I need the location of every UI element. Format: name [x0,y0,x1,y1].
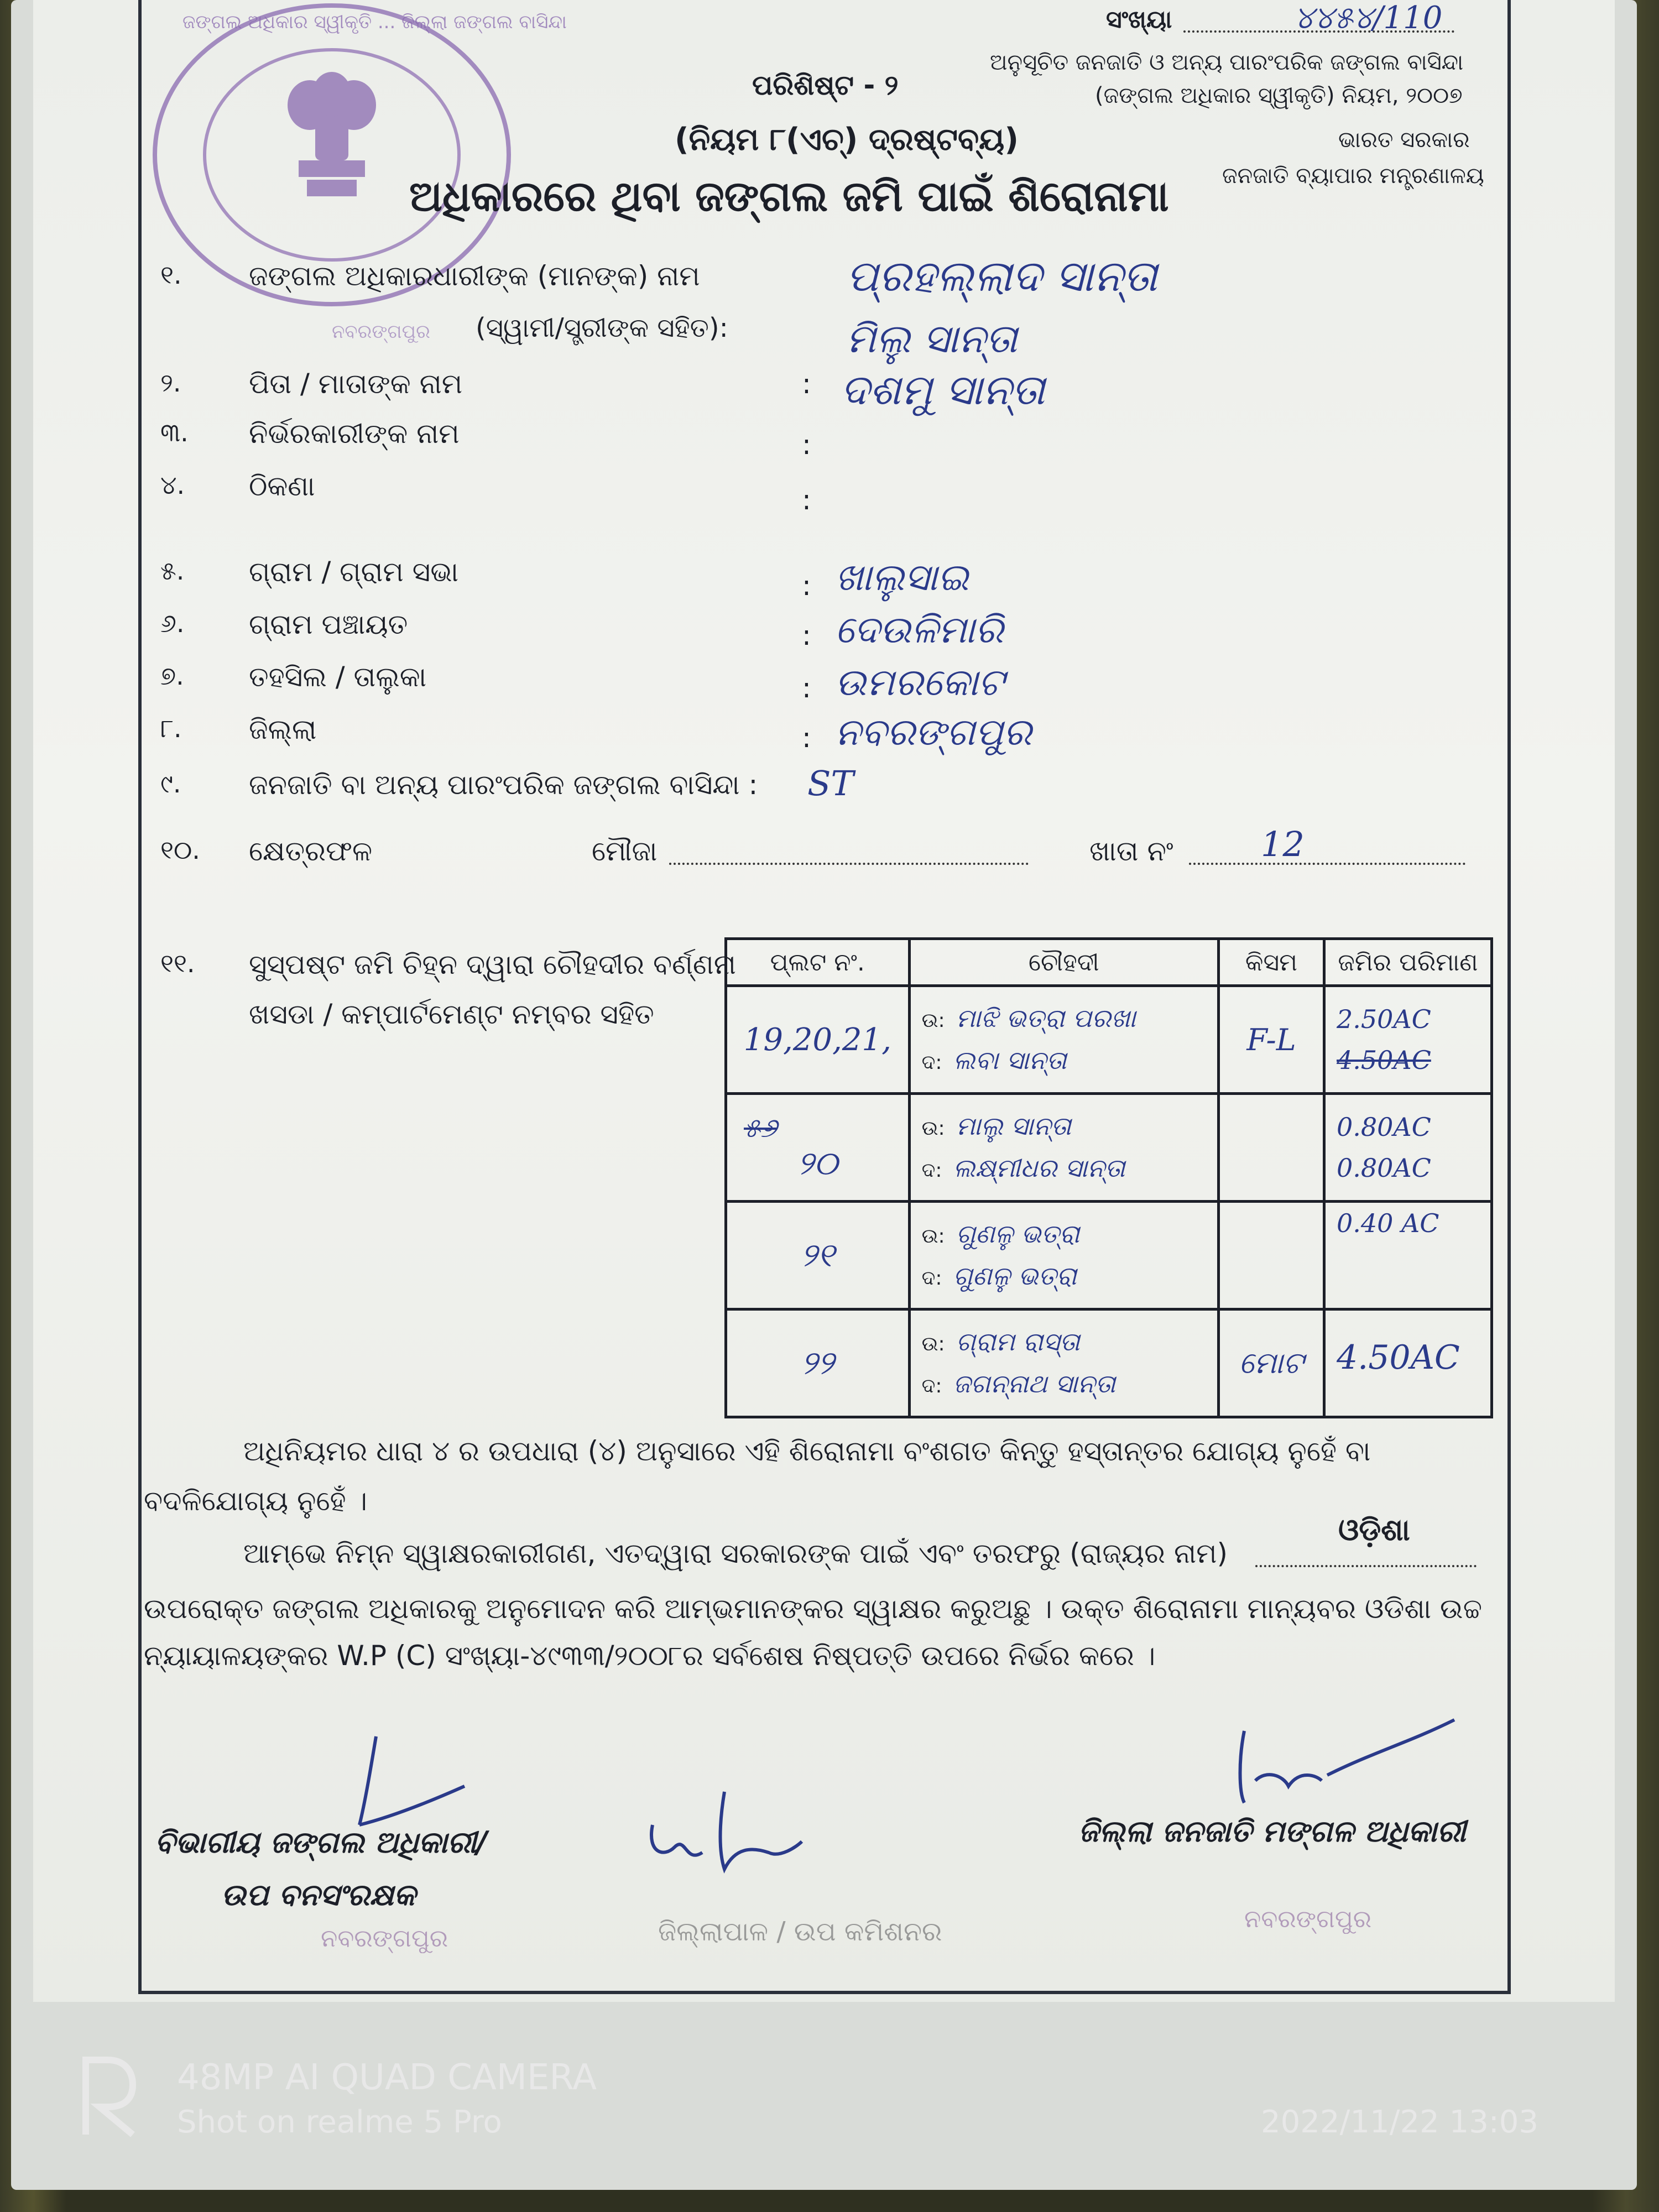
field-8-label: ଜିଲ୍ଲା [249,713,317,745]
south-label: ଦ: [921,1051,942,1074]
field-1-value-2: ମିଲୁ ସାନ୍ତା [846,315,1018,362]
field-2-label: ପିତା / ମାତାଙ୍କ ନାମ [249,368,463,400]
land-type: F-L [1246,1022,1296,1057]
plot-number: 19,20,21, [743,1021,891,1058]
field-5-value: ଖାଲୁସାଇ [835,556,969,599]
paragraph-1b: ବଦଳିଯୋଗ୍ୟ ନୁହେଁ । [144,1485,368,1517]
field-11-label: ସୁସ୍ପଷ୍ଟ ଜମି ଚିହ୍ନ ଦ୍ୱାରା ଚୌହଦୀର ବର୍ଣ୍ଣନା [249,948,736,980]
table-row [726,1094,1492,1202]
field-9-label: ଜନଜାତି ବା ଅନ୍ୟ ପାରଂପରିକ ଜଙ୍ଗଲ ବାସିନ୍ଦା : [249,769,758,801]
mouza-label: ମୌଜା [592,835,658,867]
paragraph-2c: ନ୍ୟାୟାଳୟଙ୍କର W.P (C) ସଂଖ୍ୟା-୪୯୩୩/୨୦୦୮ର ସର୍ବଶେଷ ନିଷ୍ପତ୍ତି ଉପରେ ନିର୍ଭର କରେ । [144,1640,1156,1672]
signatory-left-1: ବିଭାଗୀୟ ଜଙ୍ଗଲ ଅଧିକାରୀ/ [155,1825,488,1860]
camera-model: 48MP AI QUAD CAMERA [177,2057,597,2098]
north-boundary: ଗୁଣଳୁ ଭତ୍ରା [956,1219,1080,1249]
signatory-right-2: ନବରଙ୍ଗପୁର [1244,1905,1372,1933]
header-boundary: ଚୌହଦୀ [909,939,1218,986]
field-9-value: ST [807,763,854,804]
header-type: କିସମ [1218,939,1324,986]
field-11-label-2: ଖସଡା / କମ୍ପାର୍ଟମେଣ୍ଟ ନମ୍ବର ସହିତ [249,998,654,1030]
field-2-value: ଦଶମୁ ସାନ୍ତା [841,365,1045,414]
header-area: ଜମିର ପରିମାଣ [1324,939,1492,986]
act-line-1: ଅନୁସୂଚିତ ଜନଜାତି ଓ ଅନ୍ୟ ପାରଂପରିକ ଜଙ୍ଗଲ ବାସିନ୍ଦା [990,50,1464,75]
south-boundary: ଲବା ସାନ୍ତା [953,1045,1067,1075]
field-6-colon: : [802,619,811,651]
south-label: ଦ: [921,1159,942,1182]
field-7-num: ୭. [160,661,184,691]
header-plot-no: ପ୍ଲଟ ନଂ. [726,939,910,986]
field-1-value: ପ୍ରହଲ୍ଲାଦ ସାନ୍ତା [846,252,1157,301]
total-label: ମୋଟ [1239,1345,1304,1380]
signature-right [1228,1709,1460,1819]
area-value: 0.40 AC [1337,1208,1439,1238]
plot-number: ୨୨ [801,1344,834,1383]
field-9-num: ୯. [160,769,181,799]
field-2-colon: : [802,368,811,400]
plot-number: ୨୧ [800,1236,834,1275]
field-3-colon: : [802,429,811,461]
field-3-num: ୩. [160,418,189,447]
field-1-num: ୧. [160,260,182,290]
photo-timestamp: 2022/11/22 13:03 [1261,2104,1538,2140]
field-6-value: ଦେଉଳିମାରି [835,608,1004,652]
field-3-label: ନିର୍ଭରକାରୀଙ୍କ ନାମ [249,418,460,450]
south-boundary: ଗୁଣଳୁ ଭତ୍ରା [953,1261,1077,1291]
khata-value: 12 [1261,824,1305,864]
state-dotline [1255,1565,1477,1567]
paragraph-1: ଅଧିନିୟମର ଧାରା ୪ ର ଉପଧାରା (୪) ଅନୁସାରେ ଏହି ଶିରୋନାମା ବଂଶଗତ କିନ୍ତୁ ହସ୍ତାନ୍ତର ଯୋଗ୍ୟ ନୁହେଁ ବା [243,1435,1371,1467]
signature-left [332,1725,476,1836]
field-7-colon: : [802,672,811,704]
act-line-4: ଜନଜାତି ବ୍ୟାପାର ମନ୍ତ୍ରଣାଳୟ [1222,163,1484,189]
mouza-dotline [669,863,1029,865]
north-boundary: ଗ୍ରାମ ରାସ୍ତା [956,1327,1080,1357]
field-5-num: ୫. [160,556,185,586]
field-7-label: ତହସିଲ / ତାଲୁକା [249,661,427,693]
table-row [726,986,1492,1094]
field-1-sub: (ସ୍ୱାମୀ/ସ୍ତ୍ରୀଙ୍କ ସହିତ): [476,312,728,343]
area-value: 0.80AC [1337,1112,1431,1142]
signatory-right-1: ଜିଲ୍ଲା ଜନଜାତି ମଙ୍ଗଳ ଅଧିକାରୀ [1078,1814,1466,1849]
total-area-value: 4.50AC [1337,1338,1460,1377]
field-4-colon: : [802,484,811,516]
field-6-num: ୬. [160,608,185,638]
south-label: ଦ: [921,1375,942,1397]
paragraph-2b: ଉପରୋକ୍ତ ଜଙ୍ଗଲ ଅଧିକାରକୁ ଅନୁମୋଦନ କରି ଆମ୍ଭମାନଙ୍କର ସ୍ୱାକ୍ଷର କରୁଅଛୁ । ଉକ୍ତ ଶିରୋନାମା ମାନ୍ୟବର ଓଡିଶା ଉଚ୍ଚ [144,1593,1482,1625]
area-value-2: 0.80AC [1337,1153,1431,1183]
number-label: ସଂଖ୍ୟା [1106,6,1172,34]
paragraph-2a: ଆମ୍ଭେ ନିମ୍ନ ସ୍ୱାକ୍ଷରକାରୀଗଣ, ଏତଦ୍ୱାରା ସରକାରଙ୍କ ପାଇଁ ଏବଂ ତରଫରୁ (ରାଜ୍ୟର ନାମ) [243,1537,1228,1569]
khata-label: ଖାତା ନଂ [1089,835,1173,867]
area-value-struck: 4.50AC [1337,1045,1431,1075]
field-2-num: ୨. [160,368,181,398]
field-5-label: ଗ୍ରାମ / ଗ୍ରାମ ସଭା [249,556,458,588]
field-4-label: ଠିକଣା [249,470,315,502]
state-value: ଓଡ଼ିଶା [1338,1512,1410,1547]
north-boundary: ମାଝି ଭତ୍ରା ପରଖା [956,1003,1136,1033]
act-line-3: ଭାରତ ସରକାର [1338,127,1470,153]
plot-number: ୨୦ [797,1144,838,1183]
field-1-label: ଜଙ୍ଗଲ ଅଧିକାରଧାରୀଙ୍କ (ମାନଙ୍କ) ନାମ [249,260,700,292]
table-row [726,1202,1492,1310]
south-boundary: ଲକ୍ଷ୍ମୀଧର ସାନ୍ତା [953,1153,1125,1183]
north-boundary: ମାଲୁ ସାନ୍ତା [956,1111,1071,1141]
field-10-num: ୧୦. [160,835,200,865]
signatory-left-3: ନବରଙ୍ଗପୁର [321,1924,448,1953]
plot-table [724,937,1493,1418]
north-label: ଉ: [921,1333,945,1355]
stamp-text: ଜଙ୍ଗଲ ଅଧିକାର ସ୍ୱୀକୃତି ... ଜିଲ୍ଲା ଜଙ୍ଗଲ ବାସିନ୍ଦା [182,11,567,33]
field-4-num: ୪. [160,470,185,500]
emblem-icon [288,72,376,196]
signatory-left-2: ଉପ ବନସଂରକ୍ଷକ [221,1877,416,1912]
khata-dotline [1189,863,1465,865]
field-11-num: ୧୧. [160,948,195,978]
south-label: ଦ: [921,1267,942,1290]
signature-center [641,1781,807,1880]
field-10-label: କ୍ଷେତ୍ରଫଳ [249,835,373,867]
field-8-num: ୮. [160,713,182,743]
plot-struck-mark: ୫୬ [744,1112,778,1144]
stamp-text-bottom: ନବରଙ୍ଗପୁର [332,321,430,343]
signatory-center: ଜିଲ୍ଲାପାଳ / ଉପ କମିଶନର [658,1916,942,1947]
field-8-value: ନବରଙ୍ଗପୁର [835,711,1032,754]
field-8-colon: : [802,722,811,754]
north-label: ଉ: [921,1225,945,1248]
south-boundary: ଜଗନ୍ନାଥ ସାନ୍ତା [953,1369,1116,1399]
act-line-2: (ଜଙ୍ଗଲ ଅଧିକାର ସ୍ୱୀକୃତି) ନିୟମ, ୨୦୦୭ [1095,83,1463,108]
field-6-label: ଗ୍ରାମ ପଞ୍ଚାୟତ [249,608,408,640]
field-5-colon: : [802,570,811,602]
document-title: ଅଧିକାରରେ ଥିବା ଜଙ୍ଗଲ ଜମି ପାଇଁ ଶିରୋନାମା [409,171,1169,221]
realme-logo-icon [77,2054,138,2137]
annex-label: ପରିଶିଷ୍ଟ - ୨ [752,69,899,101]
area-value: 2.50AC [1337,1004,1431,1034]
camera-shot-on: Shot on realme 5 Pro [177,2104,502,2140]
field-7-value: ଉମରକୋଟ [835,661,1005,705]
north-label: ଉ: [921,1009,945,1032]
table-row [726,1310,1492,1417]
rule-label: (ନିୟମ ୮(ଏଚ୍) ଦ୍ରଷ୍ଟବ୍ୟ) [675,122,1019,158]
number-value: ୪୪୫୪/110 [1294,0,1443,36]
north-label: ଉ: [921,1117,945,1140]
